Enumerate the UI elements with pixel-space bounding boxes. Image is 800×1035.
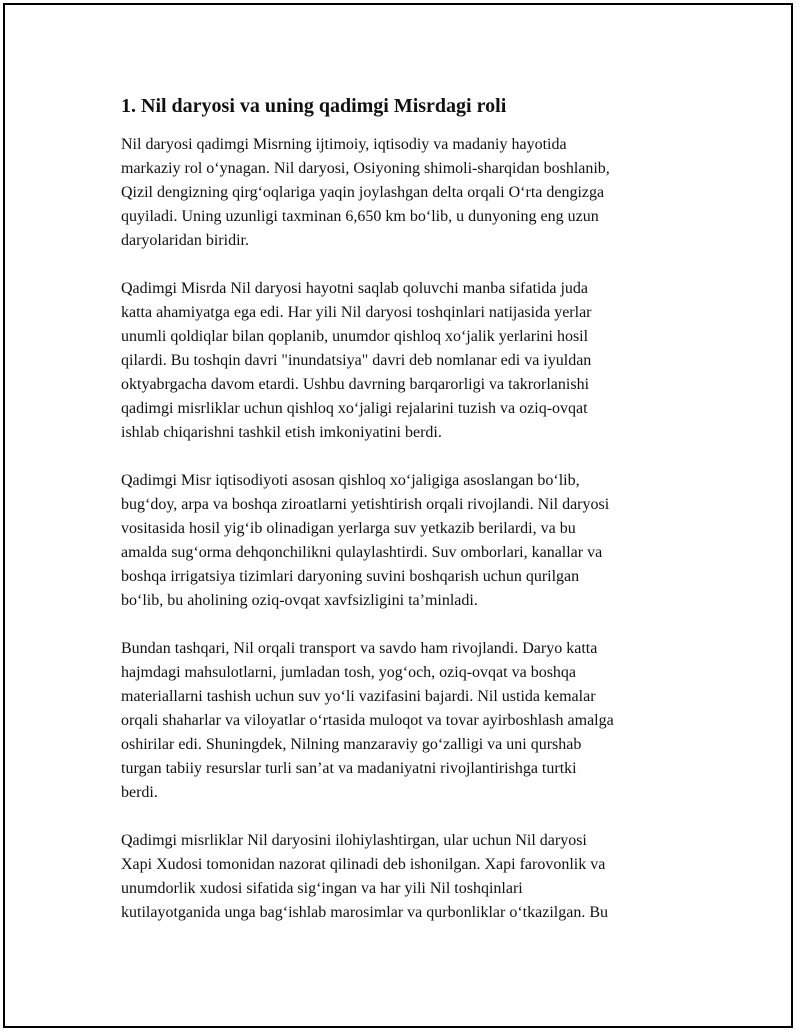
paragraph-3 (121, 469, 691, 613)
paragraph-2 (121, 277, 691, 445)
text-line: oshirilar edi. Shuningdek, Nilning manzaraviy go‘zalligi va uni qurshab (121, 736, 582, 753)
paragraph-1 (121, 133, 691, 253)
text-line: unumli qoldiqlar bilan qoplanib, unumdor qishloq xo‘jalik yerlarini hosil (121, 328, 589, 345)
text-line: unumdorlik xudosi sifatida sig‘ingan va har yili Nil toshqinlari (121, 880, 523, 897)
text-line: oktyabrgacha davom etardi. Ushbu davrning barqarorligi va takrorlanishi (121, 376, 590, 393)
text-line: katta ahamiyatga ega edi. Har yili Nil daryosi toshqinlari natijasida yerlar (121, 304, 592, 321)
text-line: materiallarni tashish uchun suv yo‘li vazifasini bajardi. Nil ustida kemalar (121, 688, 596, 705)
text-line: Nil daryosi qadimgi Misrning ijtimoiy, iqtisodiy va madaniy hayotida (121, 136, 567, 153)
text-line: kutilayotganida unga bag‘ishlab marosimlar va qurbonliklar o‘tkazilgan. Bu (121, 904, 608, 921)
text-line: Xapi Xudosi tomonidan nazorat qilinadi deb ishonilgan. Xapi farovonlik va (121, 856, 606, 873)
text-line: qadimgi misrliklar uchun qishloq xo‘jaligi rejalarini tuzish va oziq-ovqat (121, 400, 588, 417)
text-line: turgan tabiiy resurslar turli san’at va madaniyatni rivojlantirishga turtki (121, 760, 577, 777)
text-line: Qadimgi Misr iqtisodiyoti asosan qishloq xo‘jaligiga asoslangan bo‘lib, (121, 472, 580, 489)
section-heading: 1. Nil daryosi va uning qadimgi Misrdagi roli (121, 95, 507, 117)
document-body (121, 93, 691, 949)
text-line: qilardi. Bu toshqin davri "inundatsiya" davri deb nomlanar edi va iyuldan (121, 352, 592, 369)
text-line: bo‘lib, bu aholining oziq-ovqat xavfsizligini ta’minladi. (121, 592, 478, 609)
text-line: daryolaridan biridir. (121, 232, 249, 249)
text-line: quyiladi. Uning uzunligi taxminan 6,650 km bo‘lib, u dunyoning eng uzun (121, 208, 599, 225)
text-line: Qadimgi Misrda Nil daryosi hayotni saqlab qoluvchi manba sifatida juda (121, 280, 589, 297)
text-line: hajmdagi mahsulotlarni, jumladan tosh, yog‘och, oziq-ovqat va boshqa (121, 664, 577, 681)
text-line: vositasida hosil yig‘ib olinadigan yerlarga suv yetkazib berilardi, va bu (121, 520, 576, 537)
text-line: Qizil dengizning qirg‘oqlariga yaqin joylashgan delta orqali O‘rta dengizga (121, 184, 605, 201)
text-line: Qadimgi misrliklar Nil daryosini ilohiylashtirgan, ular uchun Nil daryosi (121, 832, 587, 849)
text-line: ishlab chiqarishni tashkil etish imkoniyatini berdi. (121, 424, 442, 441)
text-line: Bundan tashqari, Nil orqali transport va savdo ham rivojlandi. Daryo katta (121, 640, 598, 657)
text-line: markaziy rol o‘ynagan. Nil daryosi, Osiyoning shimoli-sharqidan boshlanib, (121, 160, 610, 177)
text-line: berdi. (121, 784, 158, 801)
paragraph-5 (121, 829, 691, 925)
text-line: amalda sug‘orma dehqonchilikni qulaylashtirdi. Suv omborlari, kanallar va (121, 544, 603, 561)
paragraph-4 (121, 637, 691, 805)
text-line: bug‘doy, arpa va boshqa ziroatlarni yetishtirish orqali rivojlandi. Nil daryosi (121, 496, 610, 513)
text-line: boshqa irrigatsiya tizimlari daryoning suvini boshqarish uchun qurilgan (121, 568, 580, 585)
document-page (3, 3, 793, 1028)
text-line: orqali shaharlar va viloyatlar o‘rtasida muloqot va tovar ayirboshlash amalga (121, 712, 614, 729)
